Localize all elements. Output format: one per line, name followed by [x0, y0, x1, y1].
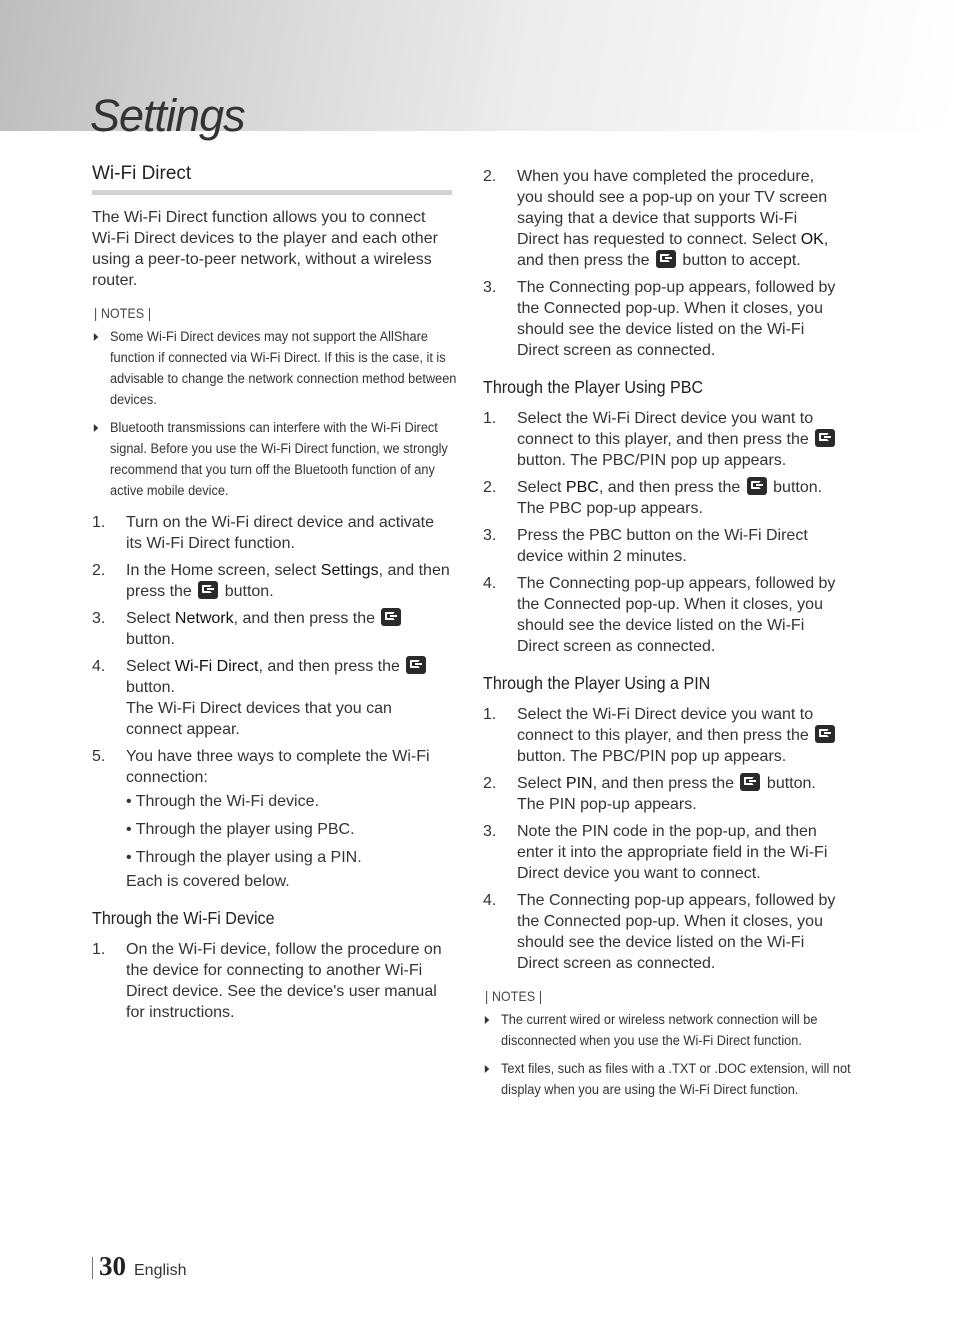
notes-heading: | NOTES | — [485, 988, 543, 1004]
enter-button-icon — [815, 725, 835, 743]
button-ok: OK — [800, 231, 824, 248]
arrow-icon — [94, 333, 99, 341]
note-item: Text files, such as files with a .TXT or .DOC extension, will not display when you are using the Wi-Fi Direct function. — [483, 1059, 852, 1101]
right-column — [483, 166, 851, 1108]
subsection-title-wifi-device: Through the Wi-Fi Device — [92, 908, 275, 928]
note-item: Bluetooth transmissions can interfere with the Wi-Fi Direct signal. Before you use the Wi-Fi Direct function, we strongly recommend that you turn off the Bluetooth function of any active mobile device. — [92, 418, 461, 502]
step-4: 4. Select Wi-Fi Direct, and then press the button. The Wi-Fi Direct devices that you can connect appear. — [92, 656, 452, 740]
step-5-after: Each is covered below. — [126, 873, 290, 890]
arrow-icon — [485, 1065, 490, 1073]
language-label: English — [134, 1262, 187, 1279]
enter-button-icon — [740, 773, 760, 791]
step-1: 1. Select the Wi-Fi Direct device you want to connect to this player, and then press the button. The PBC/PIN pop up appears. — [483, 704, 843, 767]
subsection-title-pbc: Through the Player Using PBC — [483, 377, 704, 397]
step-2: 2. Select PIN, and then press the button. The PIN pop-up appears. — [483, 775, 816, 813]
step-4: 4. The Connecting pop-up appears, followed by the Connected pop-up. When it closes, you should see the device listed on the Wi-Fi Direct screen as connected. — [483, 892, 836, 972]
wifi-device-steps — [92, 939, 452, 1023]
page-number: 30 — [99, 1251, 126, 1281]
section-title: Wi-Fi Direct — [92, 163, 452, 195]
enter-button-icon — [198, 581, 218, 599]
step-3: 3. Select Network, and then press the button. — [92, 608, 452, 650]
enter-button-icon — [381, 608, 401, 626]
bullet-item: • Through the player using a PIN. — [126, 849, 362, 866]
bullet-item: • Through the player using PBC. — [126, 821, 355, 838]
enter-button-icon — [406, 656, 426, 674]
main-steps — [92, 512, 452, 892]
notes-heading: | NOTES | — [94, 305, 152, 321]
menu-pin: PIN — [565, 775, 593, 792]
step-1: 1. On the Wi-Fi device, follow the procedure on the device for connecting to another Wi-Fi Direct device. See the device's user manual for instructions. — [92, 941, 442, 1021]
page-footer — [92, 1251, 186, 1282]
menu-settings: Settings — [320, 562, 379, 579]
step-2: 2. In the Home screen, select Settings, and then press the button. — [92, 562, 450, 600]
step-3: 3. The Connecting pop-up appears, followed by the Connected pop-up. When it closes, you should see the device listed on the Wi-Fi Direct screen as connected. — [483, 279, 836, 359]
menu-network: Network — [174, 610, 234, 627]
step-2: 2. Select PBC, and then press the button. The PBC pop-up appears. — [483, 479, 823, 517]
arrow-icon — [485, 1016, 490, 1024]
menu-pbc: PBC — [565, 479, 599, 496]
enter-button-icon — [815, 429, 835, 447]
page-title: Settings — [90, 90, 245, 141]
subsection-title-pin: Through the Player Using a PIN — [483, 673, 711, 693]
arrow-icon — [94, 424, 99, 432]
step-5: 5. You have three ways to complete the Wi-Fi connection: • Through the Wi-Fi device. • Through the player using PBC. • Through the player using a PIN. Each is covered below. — [92, 746, 452, 892]
pin-steps — [483, 704, 843, 974]
note-item: Some Wi-Fi Direct devices may not support the AllShare function if connected via Wi-Fi Direct. If this is the case, it is advisable to change the network connection method between devices. — [92, 327, 461, 411]
enter-button-icon — [747, 477, 767, 495]
menu-wifi-direct: Wi-Fi Direct — [174, 658, 259, 675]
bullet-item: • Through the Wi-Fi device. — [126, 793, 319, 810]
step-4: 4. The Connecting pop-up appears, followed by the Connected pop-up. When it closes, you should see the device listed on the Wi-Fi Direct screen as connected. — [483, 575, 836, 655]
step-3: 3. Press the PBC button on the Wi-Fi Direct device within 2 minutes. — [483, 527, 808, 565]
step-3: 3. Note the PIN code in the pop-up, and then enter it into the appropriate field in the Wi-Fi Direct device you want to connect. — [483, 823, 828, 882]
step-2: 2. When you have completed the procedure, you should see a pop-up on your TV screen saying that a device that supports Wi-Fi Direct has requested to connect. Select OK, and then press the button to accept. — [483, 168, 829, 269]
note-item: The current wired or wireless network connection will be disconnected when you use the Wi-Fi Direct function. — [483, 1010, 852, 1052]
step-1: 1. Turn on the Wi-Fi direct device and activate its Wi-Fi Direct function. — [92, 514, 434, 552]
pbc-steps — [483, 408, 843, 657]
footer-divider — [92, 1257, 93, 1279]
left-column — [92, 163, 457, 1029]
enter-button-icon — [656, 250, 676, 268]
step-1: 1. Select the Wi-Fi Direct device you want to connect to this player, and then press the button. The PBC/PIN pop up appears. — [483, 408, 843, 471]
intro-paragraph: The Wi-Fi Direct function allows you to connect Wi-Fi Direct devices to the player and each other using a peer-to-peer network, without a wireless router. — [92, 209, 438, 289]
wifi-device-steps-cont — [483, 166, 843, 361]
